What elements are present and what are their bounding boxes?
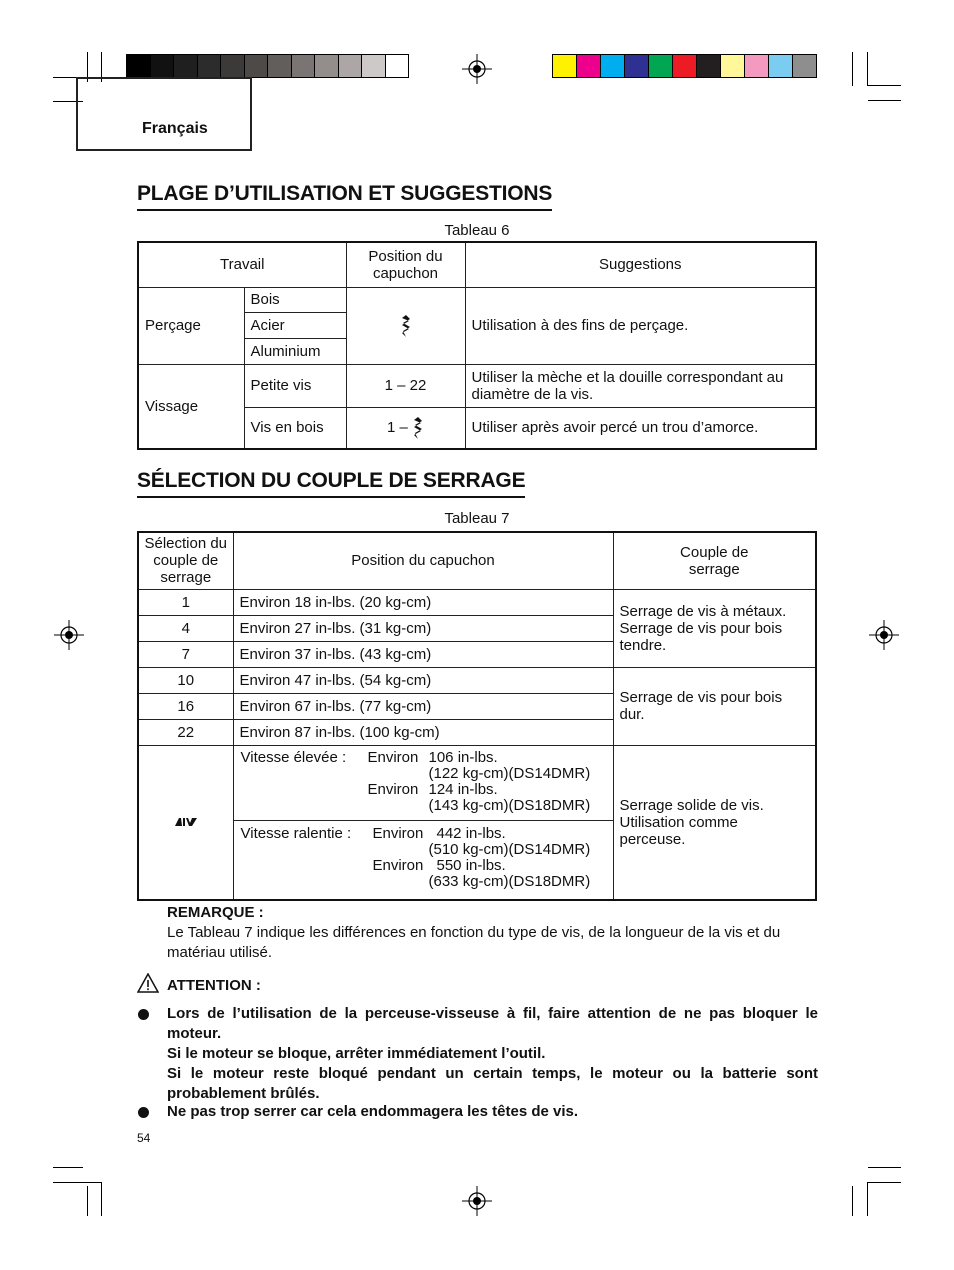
screw-small-suggestion: Utiliser la mèche et la douille correspondant au diamètre de la vis. <box>465 364 816 407</box>
color-swatch <box>267 54 291 78</box>
drill-position-cell <box>346 287 465 364</box>
registration-target-icon <box>869 620 899 650</box>
header-suggestions: Suggestions <box>465 242 816 287</box>
low-speed-metric-2: (633 kg-cm)(DS18DMR) <box>428 872 591 890</box>
drill-mode-cell <box>138 745 233 900</box>
language-tab <box>76 77 252 151</box>
color-swatch <box>720 54 744 78</box>
color-swatch <box>648 54 672 78</box>
low-speed-approx-1: Environ <box>372 824 424 842</box>
color-swatch <box>314 54 338 78</box>
bullet-icon <box>138 1107 149 1118</box>
high-speed-approx-2: Environ <box>367 780 419 798</box>
low-speed-value-2: 550 in-lbs. <box>436 856 506 874</box>
screwing-label: Vissage <box>138 364 244 449</box>
table-6 <box>137 241 817 450</box>
caution-line-3: Si le moteur reste bloqué pendant un certain temps, le moteur ou la batterie sont probablement brûlés. <box>167 1065 818 1102</box>
low-speed-approx-2: Environ <box>372 856 424 874</box>
torque-selection: 7 <box>138 641 233 667</box>
torque-position: Environ 47 in-lbs. (54 kg-cm) <box>233 667 613 693</box>
color-swatch <box>672 54 696 78</box>
registration-target-icon <box>462 54 492 84</box>
torque-selection: 10 <box>138 667 233 693</box>
caution-line-2: Si le moteur se bloque, arrêter immédiatement l’outil. <box>167 1045 546 1062</box>
low-speed-cell <box>233 820 613 900</box>
drill-mode-icon <box>174 817 198 827</box>
color-swatch <box>552 54 576 78</box>
screw-small-position: 1 – 22 <box>346 364 465 407</box>
material-aluminium: Aluminium <box>244 338 346 364</box>
torque-selection: 16 <box>138 693 233 719</box>
remark-title: REMARQUE : <box>167 904 264 921</box>
screw-wood-suggestion: Utiliser après avoir percé un trou d’amorce. <box>465 407 816 449</box>
header-work: Travail <box>138 242 346 287</box>
header-position: Position du capuchon <box>346 242 465 287</box>
language-label: Français <box>142 120 208 137</box>
color-swatch <box>173 54 197 78</box>
torque-selection: 4 <box>138 615 233 641</box>
color-swatch <box>600 54 624 78</box>
table-7 <box>137 531 817 901</box>
color-swatch <box>291 54 315 78</box>
color-swatch <box>385 54 410 78</box>
material-steel: Acier <box>244 312 346 338</box>
color-swatch <box>792 54 817 78</box>
low-speed-metric-1: (510 kg-cm)(DS14DMR) <box>428 840 591 858</box>
material-wood: Bois <box>244 287 346 312</box>
torque-group-2: Serrage de vis pour bois dur. <box>613 667 816 745</box>
bullet-icon <box>138 1009 149 1020</box>
screw-type-small: Petite vis <box>244 364 346 407</box>
section-title-usage: PLAGE D’UTILISATION ET SUGGESTIONS <box>137 181 552 211</box>
torque-position: Environ 67 in-lbs. (77 kg-cm) <box>233 693 613 719</box>
drill-bit-icon <box>412 416 424 440</box>
caution-title: ATTENTION : <box>167 977 261 994</box>
caution-item-1 <box>167 1004 818 1104</box>
high-speed-cell <box>233 745 613 820</box>
color-swatch <box>220 54 244 78</box>
torque-position: Environ 18 in-lbs. (20 kg-cm) <box>233 589 613 615</box>
color-swatch <box>338 54 362 78</box>
color-swatch <box>576 54 600 78</box>
table6-caption: Tableau 6 <box>444 222 510 239</box>
process-color-bar <box>552 54 817 78</box>
high-speed-metric-2: (143 kg-cm)(DS18DMR) <box>428 796 591 814</box>
color-swatch <box>744 54 768 78</box>
low-speed-value-1: 442 in-lbs. <box>436 824 506 842</box>
torque-selection: 22 <box>138 719 233 745</box>
page-number: 54 <box>137 1131 151 1145</box>
high-speed-value-1: 106 in-lbs. <box>428 748 498 766</box>
high-speed-metric-1: (122 kg-cm)(DS14DMR) <box>428 764 591 782</box>
drilling-suggestion: Utilisation à des fins de perçage. <box>465 287 816 364</box>
color-swatch <box>361 54 385 78</box>
low-speed-label: Vitesse ralentie : <box>240 824 352 842</box>
torque-position: Environ 37 in-lbs. (43 kg-cm) <box>233 641 613 667</box>
registration-target-icon <box>462 1186 492 1216</box>
color-swatch <box>696 54 720 78</box>
color-swatch <box>244 54 268 78</box>
high-speed-value-2: 124 in-lbs. <box>428 780 498 798</box>
torque-selection: 1 <box>138 589 233 615</box>
screw-type-wood: Vis en bois <box>244 407 346 449</box>
high-speed-approx-1: Environ <box>367 748 419 766</box>
table7-caption: Tableau 7 <box>444 510 510 527</box>
drilling-label: Perçage <box>138 287 244 364</box>
header-torque: Couple de serrage <box>613 532 816 589</box>
screw-wood-position <box>346 407 465 449</box>
section-title-torque: SÉLECTION DU COUPLE DE SERRAGE <box>137 468 525 498</box>
caution-item-2: Ne pas trop serrer car cela endommagera les têtes de vis. <box>167 1103 579 1120</box>
high-speed-label: Vitesse élevée : <box>240 748 347 766</box>
color-swatch <box>150 54 174 78</box>
screw-wood-position-prefix: 1 – <box>386 418 408 436</box>
color-swatch <box>624 54 648 78</box>
drill-bit-icon <box>400 314 412 338</box>
color-swatch <box>768 54 792 78</box>
torque-position: Environ 27 in-lbs. (31 kg-cm) <box>233 615 613 641</box>
header-cap-position: Position du capuchon <box>233 532 613 589</box>
grayscale-color-bar <box>126 54 409 78</box>
header-selection: Sélection du couple de serrage <box>138 532 233 589</box>
torque-position: Environ 87 in-lbs. (100 kg-cm) <box>233 719 613 745</box>
remark-text: Le Tableau 7 indique les différences en fonction du type de vis, de la longueur de la vis et du matériau utilisé. <box>167 924 781 961</box>
color-swatch <box>126 54 150 78</box>
torque-group-1: Serrage de vis à métaux. Serrage de vis pour bois tendre. <box>613 589 816 667</box>
warning-triangle-icon <box>137 973 159 993</box>
registration-target-icon <box>54 620 84 650</box>
color-swatch <box>197 54 221 78</box>
caution-line-1: Lors de l’utilisation de la perceuse-visseuse à fil, faire attention de ne pas bloquer le moteur. <box>167 1005 818 1042</box>
torque-group-3: Serrage solide de vis. Utilisation comme perceuse. <box>613 745 816 900</box>
